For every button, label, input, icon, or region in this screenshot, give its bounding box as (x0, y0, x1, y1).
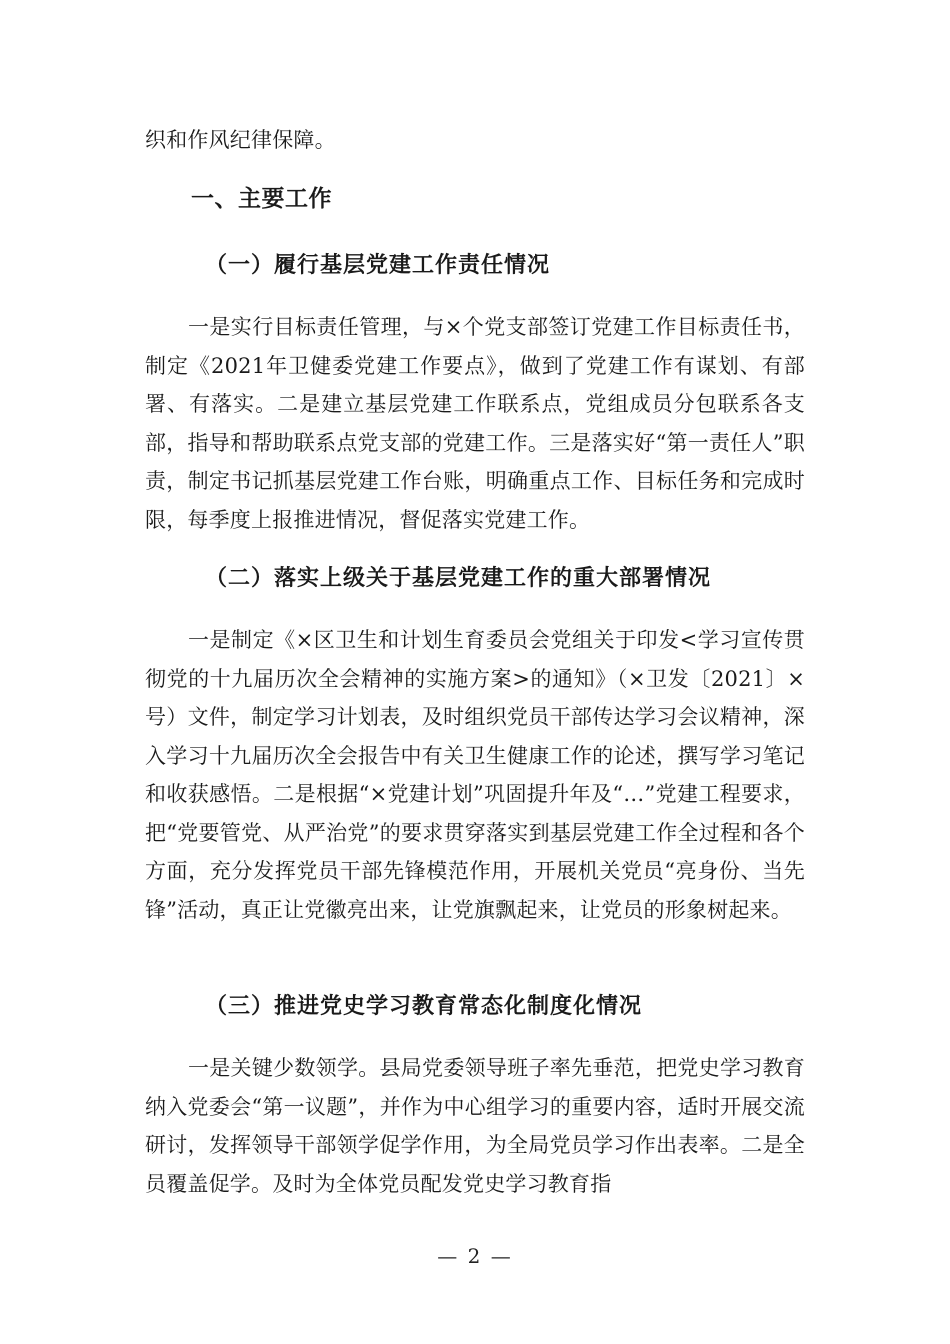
page-number: — 2 — (437, 1244, 513, 1268)
subsection-heading-1: （一）履行基层党建工作责任情况 (205, 252, 551, 278)
section-heading: 一、主要工作 (191, 186, 332, 212)
subsection-body-1: 一是实行目标责任管理，与×个党支部签订党建工作目标责任书，制定《2021年卫健委党建工作要点》，做到了党建工作有谋划、有部署、有落实。二是建立基层党建工作联系点，党组成员分包联系各支部，指导和帮助联系点党支部的党建工作。三是落实好“第一责任人”职责，制定书记抓基层党建工作台账，明确重点工作、目标任务和完成时限，每季度上报推进情况，督促落实党建工作。 (145, 315, 805, 532)
subsection-body-2: 一是制定《×区卫生和计划生育委员会党组关于印发<学习宣传贯彻党的十九届历次全会精神的实施方案>的通知》（×卫发〔2021〕×号）文件，制定学习计划表，及时组织党员干部传达学习会议精神，深入学习十九届历次全会报告中有关卫生健康工作的论述，撰写学习笔记和收获感悟。二是根据“×党建计划”巩固提升年及“…”党建工程要求，把“党要管党、从严治党”的要求贯穿落实到基层党建工作全过程和各个方面，充分发挥党员干部先锋模范作用，开展机关党员“亮身份、当先锋”活动，真正让党徽亮出来，让党旗飘起来，让党员的形象树起来。 (145, 628, 805, 922)
subsection-heading-3: （三）推进党史学习教育常态化制度化情况 (205, 993, 643, 1019)
subsection-heading-2: （二）落实上级关于基层党建工作的重大部署情况 (205, 565, 712, 591)
subsection-body-3: 一是关键少数领学。县局党委领导班子率先垂范，把党史学习教育纳入党委会“第一议题”，并作为中心组学习的重要内容，适时开展交流研讨，发挥领导干部领学促学作用，为全局党员学习作出表率。二是全员覆盖促学。及时为全体党员配发党史学习教育指 (145, 1056, 805, 1196)
continuation-paragraph: 织和作风纪律保障。 (145, 128, 336, 152)
